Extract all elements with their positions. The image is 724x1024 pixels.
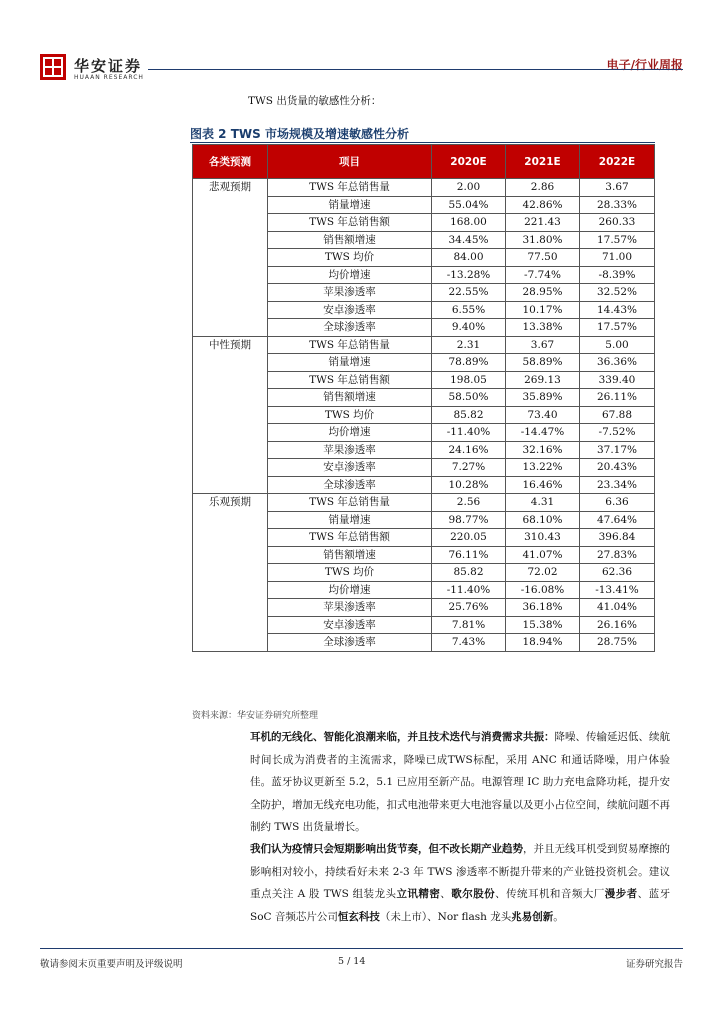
value-cell: 5.00 (580, 336, 655, 354)
value-cell: 10.17% (506, 301, 580, 319)
value-cell: 58.89% (506, 354, 580, 372)
huaan-logo-icon (40, 54, 66, 80)
footer-report-type: 证券研究报告 (625, 959, 683, 970)
value-cell: -11.40% (432, 581, 506, 599)
header-cell: 2021E (506, 145, 580, 179)
item-cell: TWS 均价 (268, 249, 432, 267)
item-cell: TWS 均价 (268, 564, 432, 582)
table-row (193, 494, 655, 512)
value-cell: 2.31 (432, 336, 506, 354)
value-cell: 6.55% (432, 301, 506, 319)
value-cell: 310.43 (506, 529, 580, 547)
header-cell: 2020E (432, 145, 506, 179)
company-name: 漫步者 (604, 888, 638, 900)
value-cell: 36.18% (506, 599, 580, 617)
value-cell: 32.52% (580, 284, 655, 302)
scenario-cell (193, 336, 268, 494)
value-cell: 25.76% (432, 599, 506, 617)
company-name: 立讯精密 (396, 888, 441, 900)
value-cell: 2.00 (432, 179, 506, 197)
value-cell: 55.04% (432, 196, 506, 214)
value-cell: 31.80% (506, 231, 580, 249)
value-cell: 32.16% (506, 441, 580, 459)
item-cell: 全球渗透率 (268, 319, 432, 337)
figure-title: 图表 2 TWS 市场规模及增速敏感性分析 (190, 127, 409, 141)
item-cell: TWS 年总销售量 (268, 494, 432, 512)
value-cell: 78.89% (432, 354, 506, 372)
footer-disclaimer: 敬请参阅末页重要声明及评级说明 (40, 959, 183, 970)
value-cell: 396.84 (580, 529, 655, 547)
value-cell: 168.00 (432, 214, 506, 232)
value-cell: 17.57% (580, 319, 655, 337)
paragraph-2 (250, 838, 670, 928)
value-cell: 28.75% (580, 634, 655, 652)
item-cell: 销售额增速 (268, 231, 432, 249)
table-row (193, 179, 655, 197)
item-cell: 销量增速 (268, 511, 432, 529)
value-cell: 85.82 (432, 564, 506, 582)
paragraph-2-text: ，并且无线耳机受到贸易摩擦的影响相对较小，持续看好未来 2-3 年 TWS 渗透率不断提升带来的产业链投资机会。建议重点关注 A 股 TWS 组装龙头 (250, 843, 670, 900)
value-cell: 41.07% (506, 546, 580, 564)
item-cell: TWS 年总销售额 (268, 371, 432, 389)
paragraph-1 (250, 726, 670, 839)
value-cell: 36.36% (580, 354, 655, 372)
value-cell: 26.16% (580, 616, 655, 634)
value-cell: 18.94% (506, 634, 580, 652)
paragraph-1-lead: 耳机的无线化、智能化浪潮来临，并且技术迭代与消费需求共振： (250, 731, 555, 743)
value-cell: 24.16% (432, 441, 506, 459)
value-cell: 13.38% (506, 319, 580, 337)
value-cell: 221.43 (506, 214, 580, 232)
table-row (193, 336, 655, 354)
paragraph-1-text: 降噪、传输延迟低、续航时间长成为消费者的主流需求，降噪已成TWS标配，采用 ANC 和通话降噪，用户体验佳。蓝牙协议更新至 5.2，5.1 已应用至新产品。电源管理 IC 助力充电盒降功耗，提升安全防护，增加无线充电功能，扣式电池带来更大电池容量以及更小占位空间，续航问题不再制约 TWS 出货量增长。 (250, 731, 670, 833)
value-cell: 14.43% (580, 301, 655, 319)
value-cell: 68.10% (506, 511, 580, 529)
value-cell: 2.86 (506, 179, 580, 197)
intro-text: TWS 出货量的敏感性分析： (248, 95, 382, 107)
value-cell: -13.28% (432, 266, 506, 284)
table-header-row (193, 145, 655, 179)
value-cell: 17.57% (580, 231, 655, 249)
value-cell: 77.50 (506, 249, 580, 267)
footer-divider (40, 948, 683, 949)
item-cell: TWS 年总销售额 (268, 529, 432, 547)
item-cell: 安卓渗透率 (268, 616, 432, 634)
value-cell: -14.47% (506, 424, 580, 442)
item-cell: 销量增速 (268, 196, 432, 214)
value-cell: -7.74% (506, 266, 580, 284)
company-name: 恒玄科技 (337, 910, 380, 923)
value-cell: 9.40% (432, 319, 506, 337)
value-cell: 7.27% (432, 459, 506, 477)
value-cell: 23.34% (580, 476, 655, 494)
value-cell: 28.95% (506, 284, 580, 302)
value-cell: 198.05 (432, 371, 506, 389)
page-number: 5 / 14 (338, 956, 366, 967)
value-cell: 220.05 (432, 529, 506, 547)
report-section: 电子/行业周报 (606, 58, 683, 72)
paragraph-2-text: 、 (440, 888, 452, 900)
value-cell: 85.82 (432, 406, 506, 424)
value-cell: 260.33 (580, 214, 655, 232)
value-cell: 16.46% (506, 476, 580, 494)
paragraph-2-text: 、传统耳机和音频大厂 (495, 888, 605, 900)
value-cell: 28.33% (580, 196, 655, 214)
paragraph-2-text: （未上市）、Nor flash 龙头 (379, 910, 512, 923)
value-cell: 34.45% (432, 231, 506, 249)
scenario-label: 悲观预期 (209, 181, 251, 193)
value-cell: 62.36 (580, 564, 655, 582)
item-cell: 苹果渗透率 (268, 599, 432, 617)
header-cell: 2022E (580, 145, 655, 179)
value-cell: 41.04% (580, 599, 655, 617)
item-cell: 全球渗透率 (268, 476, 432, 494)
logo-subtext: HUAAN RESEARCH (74, 74, 144, 81)
value-cell: 73.40 (506, 406, 580, 424)
value-cell: 7.43% (432, 634, 506, 652)
value-cell: 98.77% (432, 511, 506, 529)
scenario-label: 中性预期 (209, 338, 251, 351)
value-cell: -16.08% (506, 581, 580, 599)
item-cell: TWS 年总销售额 (268, 214, 432, 232)
logo-text: 华安证券 (74, 57, 143, 75)
figure-title-rule (190, 142, 655, 143)
value-cell: 20.43% (580, 459, 655, 477)
header-cell: 项目 (268, 145, 432, 179)
value-cell: 47.64% (580, 511, 655, 529)
value-cell: 7.81% (432, 616, 506, 634)
company-name: 歌尔股份 (451, 888, 496, 900)
value-cell: 22.55% (432, 284, 506, 302)
value-cell: 13.22% (506, 459, 580, 477)
value-cell: 3.67 (580, 179, 655, 197)
value-cell: 35.89% (506, 389, 580, 407)
value-cell: 26.11% (580, 389, 655, 407)
item-cell: 全球渗透率 (268, 634, 432, 652)
item-cell: 安卓渗透率 (268, 459, 432, 477)
item-cell: 销量增速 (268, 354, 432, 372)
value-cell: 58.50% (432, 389, 506, 407)
paragraph-2-text: 、蓝牙 SoC 音频芯片公司 (250, 888, 671, 923)
value-cell: -7.52% (580, 424, 655, 442)
value-cell: 42.86% (506, 196, 580, 214)
value-cell: 339.40 (580, 371, 655, 389)
value-cell: 27.83% (580, 546, 655, 564)
item-cell: 苹果渗透率 (268, 441, 432, 459)
item-cell: TWS 均价 (268, 406, 432, 424)
value-cell: -13.41% (580, 581, 655, 599)
value-cell: 15.38% (506, 616, 580, 634)
value-cell: 37.17% (580, 441, 655, 459)
value-cell: 3.67 (506, 336, 580, 354)
item-cell: 均价增速 (268, 424, 432, 442)
value-cell: 84.00 (432, 249, 506, 267)
value-cell: 67.88 (580, 406, 655, 424)
value-cell: 72.02 (506, 564, 580, 582)
sensitivity-table (192, 144, 655, 652)
value-cell: 269.13 (506, 371, 580, 389)
scenario-cell (193, 179, 268, 337)
item-cell: 销售额增速 (268, 546, 432, 564)
value-cell: 76.11% (432, 546, 506, 564)
source-note: 资料来源：华安证券研究所整理 (192, 711, 319, 721)
paragraph-2-lead: 我们认为疫情只会短期影响出货节奏，但不改长期产业趋势 (250, 843, 523, 855)
header-divider (148, 69, 683, 70)
item-cell: 均价增速 (268, 581, 432, 599)
scenario-cell (193, 494, 268, 652)
header-cell: 各类预测 (193, 145, 268, 179)
value-cell: 2.56 (432, 494, 506, 512)
page-header (40, 54, 683, 86)
scenario-label: 乐观预期 (209, 496, 251, 508)
paragraph-2-text: 。 (553, 910, 564, 923)
value-cell: 10.28% (432, 476, 506, 494)
item-cell: 均价增速 (268, 266, 432, 284)
value-cell: -8.39% (580, 266, 655, 284)
value-cell: 4.31 (506, 494, 580, 512)
item-cell: 苹果渗透率 (268, 284, 432, 302)
item-cell: TWS 年总销售量 (268, 179, 432, 197)
item-cell: 销售额增速 (268, 389, 432, 407)
value-cell: 71.00 (580, 249, 655, 267)
value-cell: 6.36 (580, 494, 655, 512)
item-cell: 安卓渗透率 (268, 301, 432, 319)
value-cell: -11.40% (432, 424, 506, 442)
item-cell: TWS 年总销售量 (268, 336, 432, 354)
table-body (193, 179, 655, 652)
company-name: 兆易创新 (511, 910, 554, 923)
